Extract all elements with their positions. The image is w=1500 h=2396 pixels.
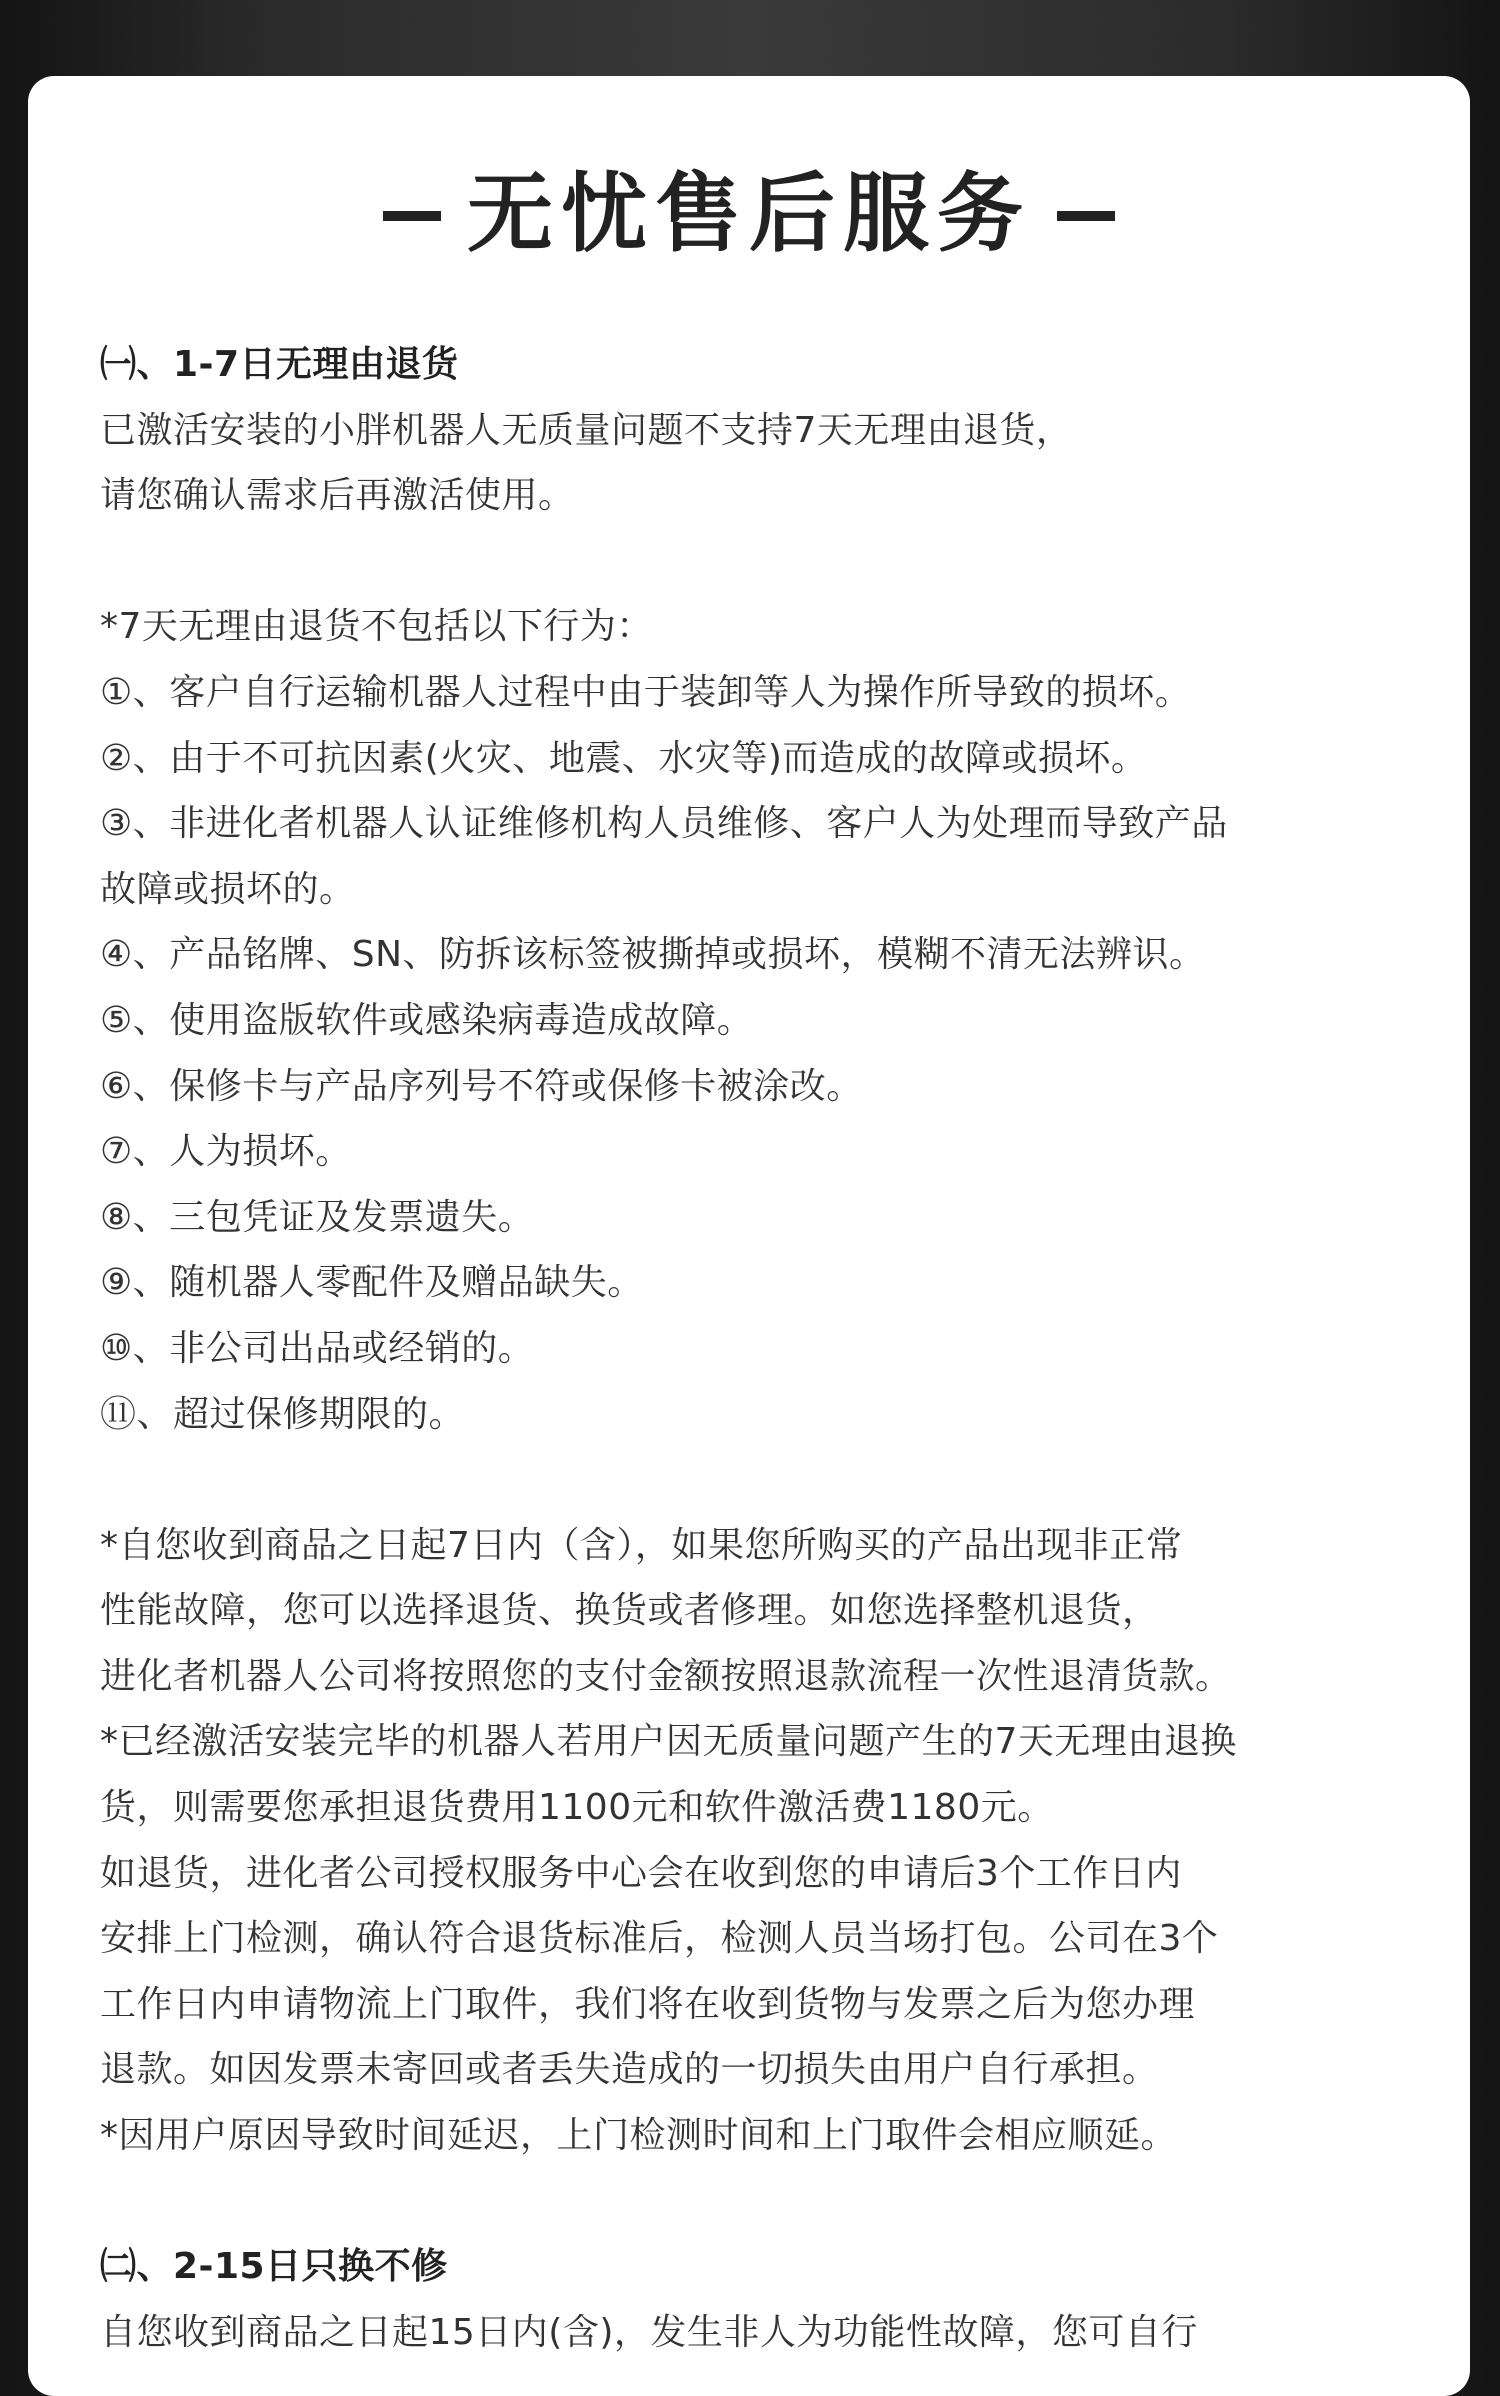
text-line: ⑦、人为损坏。 [100, 1131, 352, 1173]
text-line: 货，则需要您承担退货费用1100元和软件激活费1180元。 [100, 1787, 1054, 1829]
text-line: 如退货，进化者公司授权服务中心会在收到您的申请后3个工作日内 [100, 1852, 1182, 1894]
text-line: ⑥、保修卡与产品序列号不符或保修卡被涂改。 [100, 1065, 863, 1107]
text-line: 自您收到商品之日起15日内(含)，发生非人为功能性故障，您可自行 [100, 2311, 1198, 2353]
text-line: 请您确认需求后再激活使用。 [100, 475, 575, 517]
text-line: ⑨、随机器人零配件及赠品缺失。 [100, 1262, 644, 1304]
text-line: ⑩、非公司出品或经销的。 [100, 1327, 535, 1369]
content-card [28, 76, 1470, 2396]
text-line: ②、由于不可抗因素(火灾、地震、水灾等)而造成的故障或损坏。 [100, 737, 1148, 779]
text-line: 安排上门检测，确认符合退货标准后，检测人员当场打包。公司在3个 [100, 1918, 1219, 1960]
page-title-text: 无忧售后服务 [467, 164, 1031, 264]
section-heading: ㈡、2-15日只换不修 [100, 2246, 448, 2288]
text-line: *7天无理由退货不包括以下行为： [100, 606, 653, 648]
title-dash-left [383, 211, 441, 221]
title-dash-right [1057, 211, 1115, 221]
policy-content [100, 332, 1398, 2365]
text-line: ⑪、超过保修期限的。 [100, 1393, 466, 1435]
page-title [100, 76, 1398, 302]
text-line: 退款。如因发票未寄回或者丢失造成的一切损失由用户自行承担。 [100, 2049, 1159, 2091]
text-line: *已经激活安装完毕的机器人若用户因无质量问题产生的7天无理由退换 [100, 1721, 1237, 1763]
text-line: ③、非进化者机器人认证维修机构人员维修、客户人为处理而导致产品 [100, 803, 1228, 845]
text-line: ⑧、三包凭证及发票遗失。 [100, 1196, 535, 1238]
text-line: ⑤、使用盗版软件或感染病毒造成故障。 [100, 999, 754, 1041]
text-line: ①、客户自行运输机器人过程中由于装卸等人为操作所导致的损坏。 [100, 671, 1192, 713]
paragraph-gap [100, 1447, 1398, 1513]
text-line: 性能故障，您可以选择退货、换货或者修理。如您选择整机退货， [100, 1590, 1159, 1632]
section-heading: ㈠、1-7日无理由退货 [100, 344, 459, 385]
text-line: 进化者机器人公司将按照您的支付金额按照退款流程一次性退清货款。 [100, 1655, 1232, 1697]
text-line: 已激活安装的小胖机器人无质量问题不支持7天无理由退货， [100, 409, 1073, 451]
text-line: 工作日内申请物流上门取件，我们将在收到货物与发票之后为您办理 [100, 1983, 1196, 2025]
text-line: *因用户原因导致时间延迟，上门检测时间和上门取件会相应顺延。 [100, 2115, 1178, 2157]
text-line: *自您收到商品之日起7日内（含），如果您所购买的产品出现非正常 [100, 1524, 1183, 1566]
text-line: ④、产品铭牌、SN、防拆该标签被撕掉或损坏，模糊不清无法辨识。 [100, 934, 1206, 976]
text-line: 故障或损坏的。 [100, 868, 356, 910]
paragraph-gap [100, 529, 1398, 595]
paragraph-gap [100, 2169, 1398, 2235]
